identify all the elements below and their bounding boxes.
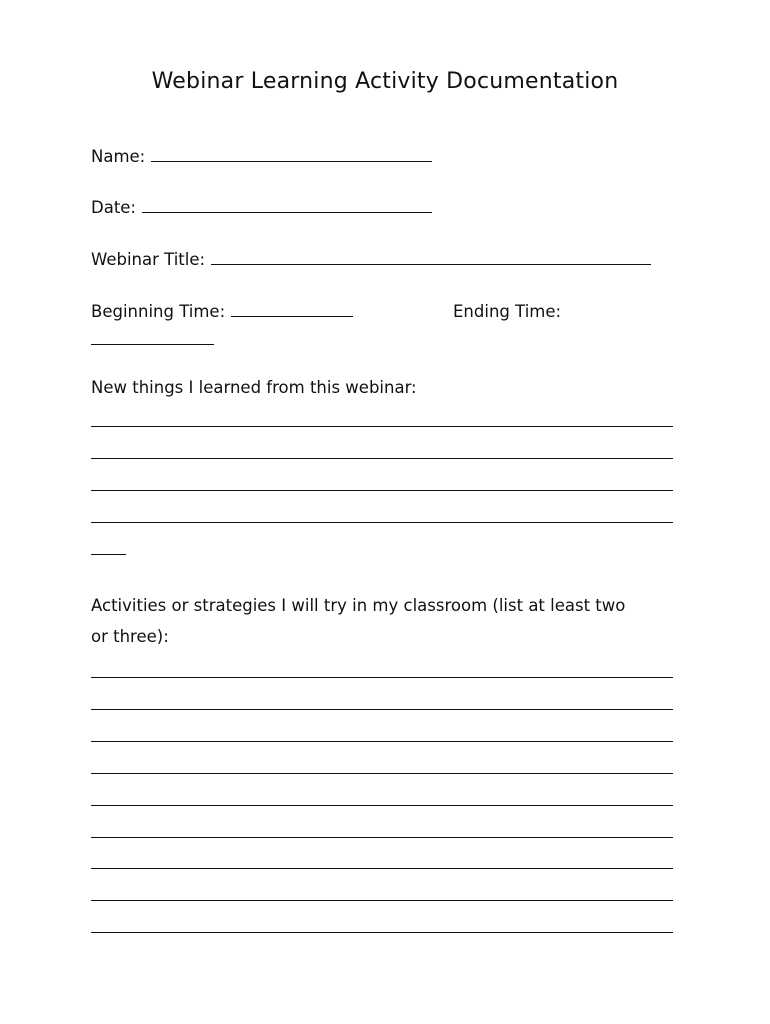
webinar-title-field[interactable] <box>211 249 651 265</box>
activities-answer-line[interactable] <box>91 709 673 710</box>
page-title: Webinar Learning Activity Documentation <box>151 69 619 94</box>
learned-answer-line[interactable] <box>91 522 673 523</box>
learned-answer-line[interactable] <box>91 458 673 459</box>
activities-answer-line[interactable] <box>91 741 673 742</box>
ending-time-field[interactable] <box>91 344 214 345</box>
learned-answer-line[interactable] <box>91 426 673 427</box>
learned-answer-line[interactable] <box>91 490 673 491</box>
beginning-time-label: Beginning Time: <box>91 302 226 321</box>
activities-answer-line[interactable] <box>91 773 673 774</box>
activities-prompt-line-2: or three): <box>91 627 169 646</box>
ending-time-label: Ending Time: <box>453 302 562 321</box>
learned-prompt: New things I learned from this webinar: <box>91 378 417 397</box>
date-field[interactable] <box>142 197 432 213</box>
beginning-time-row <box>91 301 353 323</box>
name-label: Name: <box>91 147 146 166</box>
activities-answer-line[interactable] <box>91 932 673 933</box>
webinar-title-row <box>91 249 651 271</box>
activities-prompt-line-1: Activities or strategies I will try in my classroom (list at least two <box>91 596 626 615</box>
beginning-time-field[interactable] <box>231 301 353 317</box>
activities-answer-line[interactable] <box>91 868 673 869</box>
name-field[interactable] <box>151 146 432 162</box>
activities-answer-line[interactable] <box>91 900 673 901</box>
learned-answer-line[interactable] <box>91 554 126 555</box>
date-label: Date: <box>91 198 136 217</box>
date-row <box>91 197 432 219</box>
activities-answer-line[interactable] <box>91 837 673 838</box>
activities-answer-line[interactable] <box>91 805 673 806</box>
activities-answer-line[interactable] <box>91 677 673 678</box>
webinar-title-label: Webinar Title: <box>91 250 206 269</box>
name-row <box>91 146 432 168</box>
